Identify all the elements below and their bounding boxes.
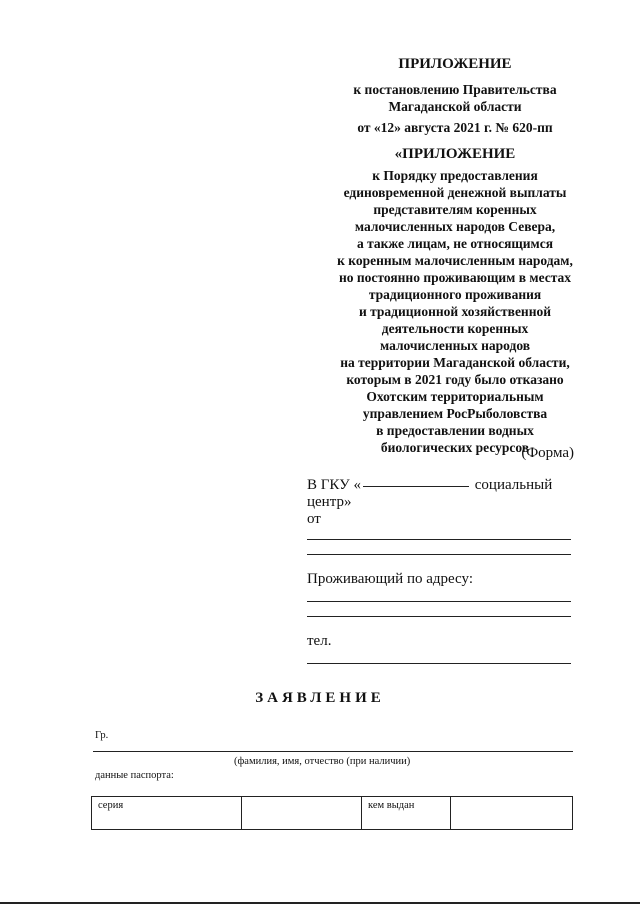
address-field-line-1[interactable] [307, 601, 571, 602]
procedure-line: к Порядку предоставления [372, 168, 538, 183]
procedure-line: в предоставлении водных [376, 423, 534, 438]
procedure-text [300, 167, 610, 456]
procedure-line: а также лицам, не относящимся [356, 236, 554, 251]
procedure-line: которым в 2021 году было отказано [346, 372, 564, 387]
institution-blank-field[interactable] [363, 486, 469, 487]
header-block [300, 56, 610, 456]
procedure-line: но постоянно проживающим в местах [338, 270, 572, 285]
procedure-line: и традиционной хозяйственной [358, 304, 552, 319]
procedure-line: представителям коренных [373, 202, 537, 217]
procedure-line: малочисленных народов [379, 338, 531, 353]
addressee-block [307, 477, 571, 528]
resolution-line-3: от «12» августа 2021 г. № 620-пп [357, 120, 553, 135]
from-label: от [307, 511, 321, 527]
procedure-line: к коренным малочисленным народам, [337, 253, 573, 268]
from-field-line-1[interactable] [307, 539, 571, 540]
passport-series-label: серия [92, 797, 242, 829]
passport-issued-by-field[interactable] [451, 797, 572, 829]
phone-field-line[interactable] [307, 663, 571, 664]
procedure-line: единовременной денежной выплаты [343, 185, 567, 200]
passport-label: данные паспорта: [95, 770, 174, 781]
appendix-title: «ПРИЛОЖЕНИЕ [394, 146, 516, 162]
passport-table [91, 796, 573, 830]
procedure-line: деятельности коренных [381, 321, 529, 336]
phone-label: тел. [307, 633, 332, 649]
procedure-line: традиционного проживания [368, 287, 542, 302]
residing-label: Проживающий по адресу: [307, 571, 473, 587]
procedure-line: управлением РосРыболовства [362, 406, 548, 421]
procedure-line: биологических ресурсов [380, 440, 530, 455]
citizen-name-caption: (фамилия, имя, отчество (при наличии) [234, 756, 411, 767]
addressee-prefix: В ГКУ « [307, 477, 362, 493]
form-label: (Форма) [521, 445, 574, 461]
passport-issued-by-label: кем выдан [362, 797, 451, 829]
procedure-line: на территории Магаданской области, [340, 355, 570, 370]
address-field-line-2[interactable] [307, 616, 571, 617]
procedure-line: Охотским территориальным [366, 389, 544, 404]
citizen-label: Гр. [95, 730, 109, 741]
from-field-line-2[interactable] [307, 554, 571, 555]
addressee-suffix: социальный [474, 477, 553, 493]
page-bottom-rule [0, 902, 640, 904]
statement-title: ЗАЯВЛЕНИЕ [255, 690, 385, 706]
citizen-name-line[interactable] [93, 751, 573, 752]
procedure-line: малочисленных народов Севера, [354, 219, 556, 234]
addressee-line-2: центр» [307, 494, 352, 510]
header-title: ПРИЛОЖЕНИЕ [398, 56, 512, 72]
resolution-line-1: к постановлению Правительства [353, 82, 557, 97]
passport-series-field[interactable] [242, 797, 362, 829]
resolution-line-2: Магаданской области [388, 99, 522, 114]
addressee-line-1 [307, 477, 571, 494]
